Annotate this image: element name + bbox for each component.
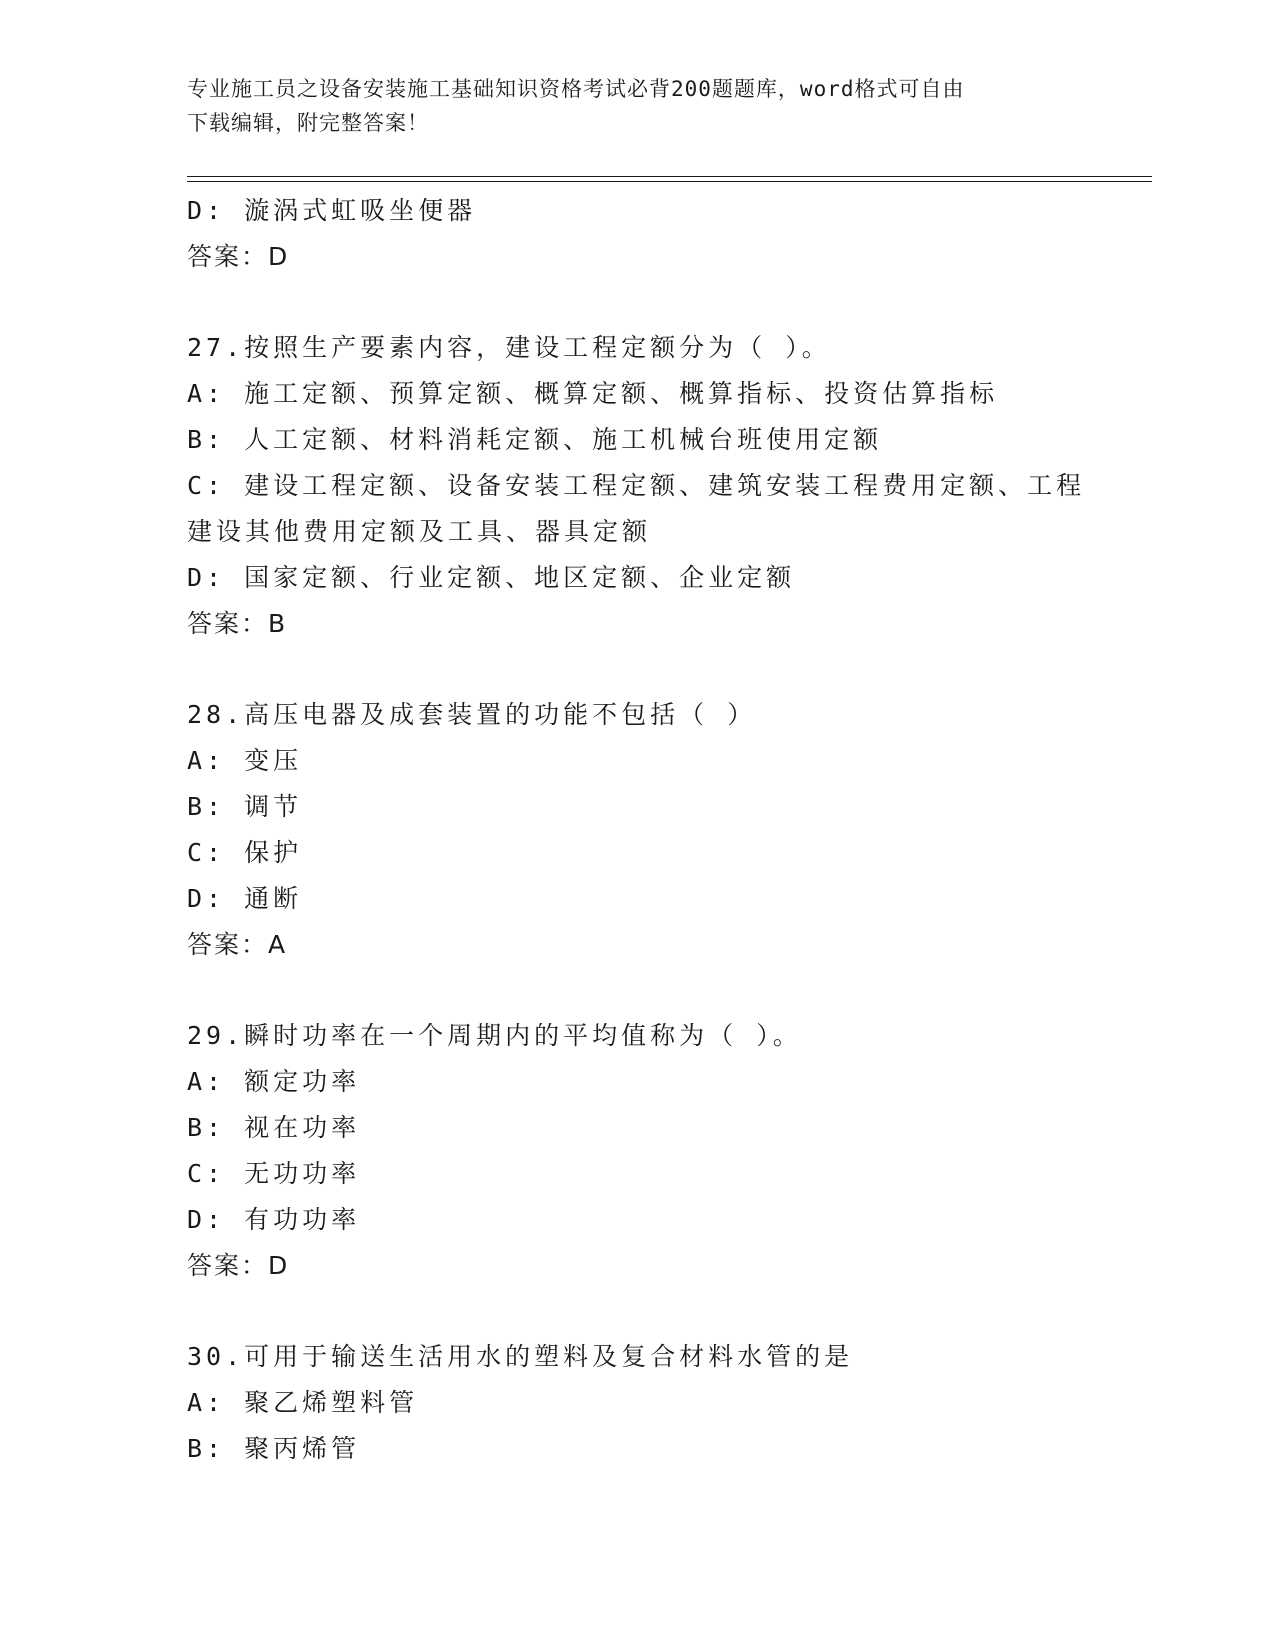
- question-stem: 28.高压电器及成套装置的功能不包括（ ）: [187, 700, 757, 729]
- header-line-1: 专业施工员之设备安装施工基础知识资格考试必背200题题库，word格式可自由: [187, 77, 965, 101]
- spacer: [187, 968, 1107, 1013]
- spacer: [187, 647, 1107, 692]
- question-stem: 29.瞬时功率在一个周期内的平均值称为（ ）。: [187, 1021, 802, 1050]
- option-a: A: 变压: [187, 746, 303, 775]
- option-c: C: 建设工程定额、设备安装工程定额、建筑安装工程费用定额、工程: [187, 471, 1086, 500]
- question-stem: 30.可用于输送生活用水的塑料及复合材料水管的是: [187, 1342, 854, 1371]
- option-d: D: 有功功率: [187, 1205, 361, 1234]
- spacer: [187, 280, 1107, 325]
- option-c: C: 无功功率: [187, 1159, 361, 1188]
- option-a: A: 额定功率: [187, 1067, 361, 1096]
- answer-line: 答案：D: [187, 242, 290, 271]
- answer-line: 答案：B: [187, 609, 288, 638]
- spacer: [187, 1289, 1107, 1334]
- question-body: [187, 188, 1107, 1472]
- question-29: [187, 1013, 1107, 1289]
- option-b: B: 人工定额、材料消耗定额、施工机械台班使用定额: [187, 425, 883, 454]
- option-d: D: 国家定额、行业定额、地区定额、企业定额: [187, 563, 796, 592]
- answer-line: 答案：A: [187, 930, 288, 959]
- question-30: [187, 1334, 1107, 1472]
- option-b: B: 调节: [187, 792, 303, 821]
- option-d: D: 通断: [187, 884, 303, 913]
- question-stem: 27.按照生产要素内容，建设工程定额分为（ ）。: [187, 333, 831, 362]
- header-rule-top: [187, 176, 1152, 177]
- option-c-continued: 建设其他费用定额及工具、器具定额: [187, 517, 652, 546]
- question-28: [187, 692, 1107, 968]
- option-a: A: 施工定额、预算定额、概算定额、概算指标、投资估算指标: [187, 379, 999, 408]
- option-b: B: 聚丙烯管: [187, 1434, 361, 1463]
- question-27: [187, 325, 1107, 647]
- option-b: B: 视在功率: [187, 1113, 361, 1142]
- header-rule-bottom: [187, 181, 1152, 182]
- header-line-2: 下载编辑，附完整答案！: [187, 111, 429, 135]
- document-header: [187, 72, 1067, 140]
- option-a: A: 聚乙烯塑料管: [187, 1388, 419, 1417]
- option-d: D: 漩涡式虹吸坐便器: [187, 196, 477, 225]
- answer-line: 答案：D: [187, 1251, 290, 1280]
- option-c: C: 保护: [187, 838, 303, 867]
